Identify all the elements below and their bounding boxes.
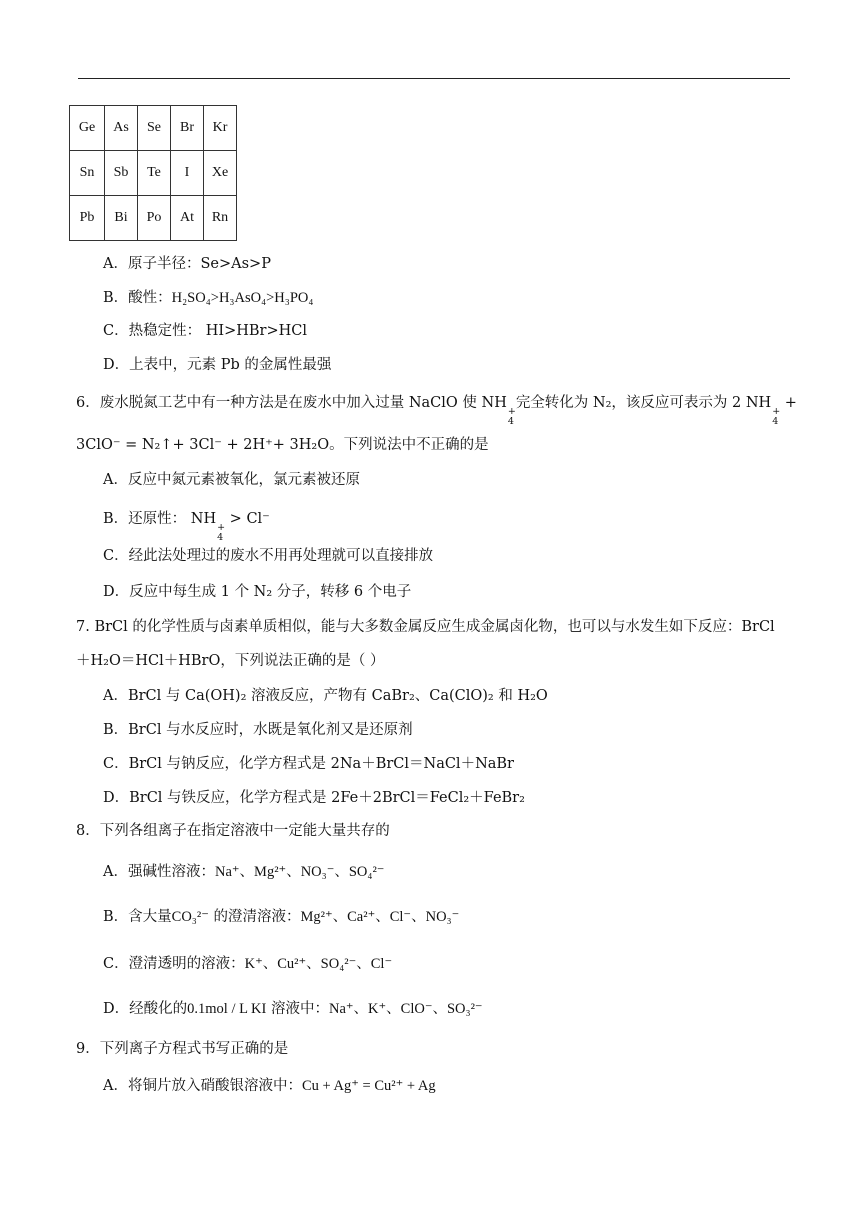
ion: SO₄²⁻ — [320, 956, 357, 972]
ion: Ca²⁺ — [347, 909, 376, 925]
q5-option-b-label: B．酸性： — [103, 290, 172, 306]
ion: CO₃²⁻ — [171, 909, 209, 925]
q6-option-b — [103, 509, 270, 543]
q6-stem-part2: 完全转化为 N₂，该反应可表示为 2 NH — [515, 395, 772, 411]
q6-option-c: C．经此法处理过的废水不用再处理就可以直接排放 — [103, 548, 434, 564]
ion: Mg²⁺ — [300, 909, 333, 925]
q8-option-d-mid: 溶液中： — [266, 1001, 329, 1017]
q9-option-a-prefix: A．将铜片放入硝酸银溶液中： — [103, 1078, 302, 1094]
ion: Cl⁻ — [389, 909, 412, 925]
q7-option-b: B．BrCl 与水反应时，水既是氧化剂又是还原剂 — [103, 722, 413, 738]
table-cell: Te — [138, 151, 171, 196]
ion: Mg²⁺ — [254, 864, 287, 880]
q9-option-a — [103, 1076, 436, 1096]
q8-stem: 8．下列各组离子在指定溶液中一定能大量共存的 — [76, 823, 390, 839]
table-cell: Rn — [204, 196, 237, 241]
concentration: 0.1mol / L KI — [187, 1001, 267, 1017]
ion: K⁺ — [368, 1001, 387, 1017]
q6-stem-part1: 6．废水脱氮工艺中有一种方法是在废水中加入过量 NaClO 使 NH — [76, 395, 507, 411]
q6-option-d: D．反应中每生成 1 个 N₂ 分子，转移 6 个电子 — [103, 584, 412, 600]
ion: Cu²⁺ — [277, 956, 307, 972]
q8-option-b-prefix: B．含大量 — [103, 909, 172, 925]
q8-option-d-prefix: D．经酸化的 — [103, 1001, 188, 1017]
table-row — [70, 106, 237, 151]
ionic-equation: Cu + Ag⁺ = Cu²⁺ + Ag — [301, 1078, 436, 1094]
q6-option-b-suffix: > Cl⁻ — [225, 511, 270, 527]
q7-option-a: A．BrCl 与 Ca(OH)₂ 溶液反应，产物有 CaBr₂、Ca(ClO)₂ 和 H₂O — [103, 688, 548, 704]
q6-option-a: A．反应中氮元素被氧化，氯元素被还原 — [103, 472, 360, 488]
q7-option-d: D．BrCl 与铁反应，化学方程式是 2Fe＋2BrCl＝FeCl₂＋FeBr₂ — [103, 790, 525, 806]
ion: K⁺ — [244, 956, 263, 972]
table-cell: Xe — [204, 151, 237, 196]
table-cell: Kr — [204, 106, 237, 151]
q7-stem-line2: ＋H₂O＝HCl＋HBrO，下列说法正确的是（ ） — [76, 653, 385, 669]
ion: Na⁺ — [328, 1001, 354, 1017]
table-cell: Bi — [105, 196, 138, 241]
q5-option-a: A．原子半径：Se>As>P — [103, 256, 271, 272]
ion: SO₄²⁻ — [348, 864, 385, 880]
ion: ClO⁻ — [400, 1001, 433, 1017]
q9-stem: 9．下列离子方程式书写正确的是 — [76, 1041, 289, 1057]
table-cell: Br — [171, 106, 204, 151]
q5-option-c: C．热稳定性： HI>HBr>HCl — [103, 323, 307, 339]
table-row — [70, 196, 237, 241]
nh4-charge: + 4 — [217, 522, 226, 543]
q6-stem-line2: 3ClO⁻ = N₂↑+ 3Cl⁻ + 2H⁺+ 3H₂O。下列说法中不正确的是 — [76, 437, 489, 453]
table-cell: Sn — [70, 151, 105, 196]
table-cell: As — [105, 106, 138, 151]
table-row — [70, 151, 237, 196]
ion: SO₃²⁻ — [446, 1001, 483, 1017]
table-cell: Sb — [105, 151, 138, 196]
table-cell: Pb — [70, 196, 105, 241]
q5-option-b — [103, 288, 313, 308]
q8-option-c: C．澄清透明的溶液：K⁺、Cu²⁺、SO₄²⁻、Cl⁻ — [103, 956, 393, 972]
ion: NO₃⁻ — [300, 864, 335, 880]
q6-option-b-prefix: B．还原性： NH — [103, 511, 217, 527]
q5-option-b-formula: H₂SO₄>H₃AsO₄>H₃PO₄ — [171, 290, 314, 306]
ion: Cl⁻ — [370, 956, 393, 972]
table-cell: At — [171, 196, 204, 241]
nh4-charge: + 4 — [507, 406, 516, 427]
q8-option-d: D．经酸化的0.1mol / L KI 溶液中：Na⁺、K⁺、ClO⁻、SO₃²⁻ — [103, 1001, 483, 1017]
q5-option-d: D．上表中，元素 Pb 的金属性最强 — [103, 357, 332, 373]
periodic-table-excerpt — [69, 105, 237, 241]
q7-stem-line1: 7. BrCl 的化学性质与卤素单质相似，能与大多数金属反应生成金属卤化物，也可以与水发生如下反应：BrCl — [76, 619, 775, 635]
q7-option-c: C．BrCl 与钠反应，化学方程式是 2Na＋BrCl＝NaCl＋NaBr — [103, 756, 514, 772]
nh4-charge: + 4 — [772, 406, 781, 427]
q8-option-b: B．含大量CO₃²⁻ 的澄清溶液：Mg²⁺、Ca²⁺、Cl⁻、NO₃⁻ — [103, 909, 460, 925]
q8-option-c-prefix: C．澄清透明的溶液： — [103, 956, 245, 972]
table-cell: Ge — [70, 106, 105, 151]
table-cell: I — [171, 151, 204, 196]
table-cell: Po — [138, 196, 171, 241]
q6-stem-line1 — [76, 393, 797, 427]
q8-option-b-mid: 的澄清溶液： — [208, 909, 301, 925]
ion: Na⁺ — [214, 864, 240, 880]
ion: NO₃⁻ — [425, 909, 460, 925]
header-rule — [78, 78, 790, 79]
table-cell: Se — [138, 106, 171, 151]
q6-stem-part3: + — [780, 395, 797, 411]
q8-option-a-prefix: A．强碱性溶液： — [103, 864, 215, 880]
q8-option-a: A．强碱性溶液：Na⁺、Mg²⁺、NO₃⁻、SO₄²⁻ — [103, 864, 385, 880]
